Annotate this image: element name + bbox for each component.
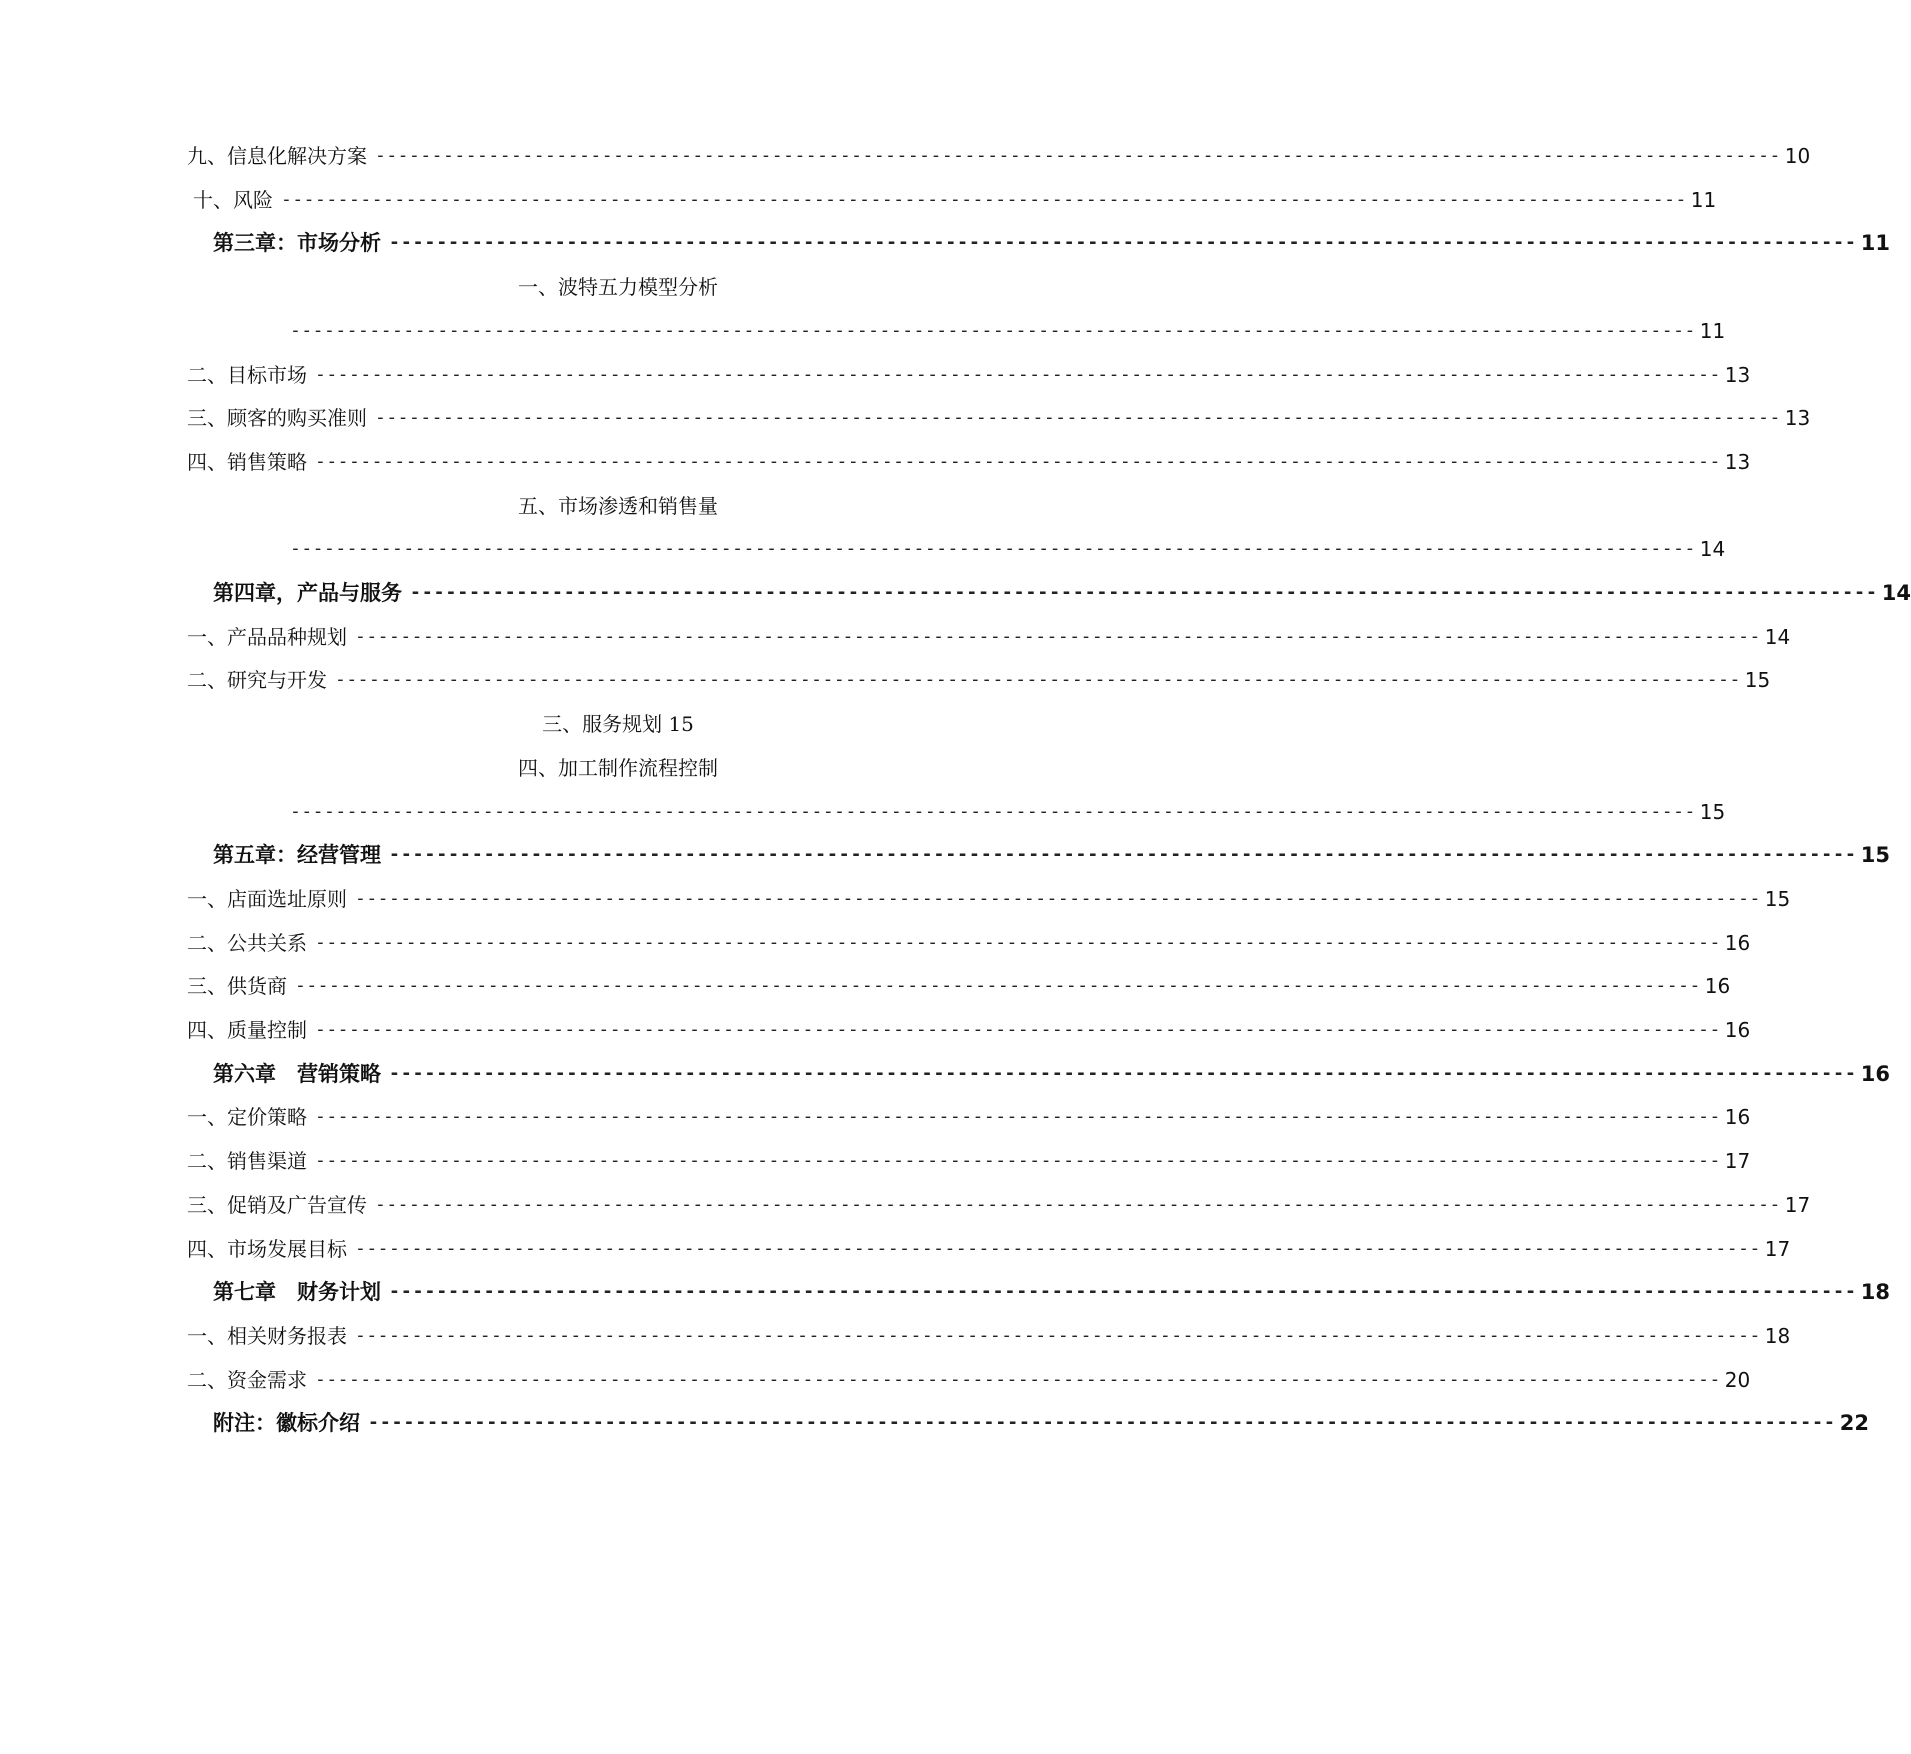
toc-leader-dashes: ---------------------------------------------------------------------------------------------------------------------------- xyxy=(389,844,1857,866)
toc-leader-dashes: ---------------------------------------------------------------------------------------------------------------------------- xyxy=(315,1150,1721,1172)
toc-leader-dashes: ---------------------------------------------------------------------------------------------------------------------------- xyxy=(375,1193,1781,1215)
toc-page-number: 15 xyxy=(1860,843,1891,868)
toc-leader-dashes: ---------------------------------------------------------------------------------------------------------------------------- xyxy=(375,407,1781,429)
toc-page-number: 16 xyxy=(1724,1105,1751,1130)
toc-entry[interactable] xyxy=(187,357,1751,393)
toc-leader-dashes: ---------------------------------------------------------------------------------------------------------------------------- xyxy=(315,363,1721,385)
toc-page-number: 17 xyxy=(1784,1192,1811,1217)
toc-leader-dashes: ---------------------------------------------------------------------------------------------------------------------------- xyxy=(375,145,1781,166)
toc-page-number: 13 xyxy=(1724,449,1751,474)
toc-entry-title: 五、市场渗透和销售量 xyxy=(518,493,718,518)
toc-entry[interactable] xyxy=(187,138,1811,174)
toc-entry-title: 二、目标市场 xyxy=(187,362,307,387)
toc-page-number: 16 xyxy=(1704,974,1731,999)
toc-entry-title: 第四章，产品与服务 xyxy=(213,581,402,605)
toc-page-number: 11 xyxy=(1699,318,1726,343)
toc-leader-dashes: ---------------------------------------------------------------------------------------------------------------------------- xyxy=(410,582,1878,603)
toc-entry-title: 四、销售策略 xyxy=(187,449,307,474)
toc-leader-dashes: ---------------------------------------------------------------------------------------------------------------------------- xyxy=(389,1281,1857,1303)
toc-page-number: 11 xyxy=(1860,231,1891,256)
toc-leader-dashes: ---------------------------------------------------------------------------------------------------------------------------- xyxy=(295,975,1701,997)
toc-entry-title: 二、销售渠道 xyxy=(187,1149,307,1174)
toc-page-number: 16 xyxy=(1860,1061,1891,1086)
toc-entry[interactable] xyxy=(187,488,1049,524)
toc-entry[interactable] xyxy=(213,225,1891,261)
toc-entry[interactable] xyxy=(187,1362,1751,1398)
toc-entry[interactable] xyxy=(213,1056,1891,1092)
toc-entry[interactable] xyxy=(213,1405,1870,1441)
toc-leader-dashes: ---------------------------------------------------------------------------------------------------------------------------- xyxy=(335,669,1741,691)
toc-entry[interactable] xyxy=(213,1274,1891,1310)
toc-leader-dashes: ---------------------------------------------------------------------------------------------------------------------------- xyxy=(389,1062,1857,1084)
toc-entry[interactable] xyxy=(187,925,1751,961)
toc-leader-dashes: ---------------------------------------------------------------------------------------------------------------------------- xyxy=(290,538,1696,560)
toc-entry-title: 一、波特五力模型分析 xyxy=(518,275,718,300)
toc-entry-title: 第五章：经营管理 xyxy=(213,843,381,868)
toc-entry[interactable] xyxy=(290,794,1726,830)
toc-leader-dashes: ---------------------------------------------------------------------------------------------------------------------------- xyxy=(355,887,1761,909)
toc-entry[interactable] xyxy=(290,313,1726,349)
toc-entry[interactable] xyxy=(187,1099,1751,1135)
toc-entry[interactable] xyxy=(187,269,1049,305)
toc-page-number: 11 xyxy=(1690,187,1717,212)
toc-page-number: 20 xyxy=(1724,1367,1751,1392)
toc-leader-dashes: ---------------------------------------------------------------------------------------------------------------------------- xyxy=(315,450,1721,472)
toc-entry[interactable] xyxy=(187,706,1049,742)
toc-page-number: 17 xyxy=(1764,1236,1791,1261)
toc-entry-title: 第六章 营销策略 xyxy=(213,1061,381,1086)
toc-page-number: 16 xyxy=(1724,1018,1751,1042)
toc-entry-title: 四、市场发展目标 xyxy=(187,1236,347,1261)
toc-leader-dashes: ---------------------------------------------------------------------------------------------------------------------------- xyxy=(368,1412,1836,1434)
toc-entry[interactable] xyxy=(187,1143,1751,1179)
toc-page-number: 18 xyxy=(1764,1323,1791,1348)
toc-leader-dashes: ---------------------------------------------------------------------------------------------------------------------------- xyxy=(290,800,1696,822)
toc-entry[interactable] xyxy=(187,1231,1791,1267)
toc-leader-dashes: ---------------------------------------------------------------------------------------------------------------------------- xyxy=(315,1368,1721,1390)
toc-entry-title: 一、相关财务报表 xyxy=(187,1323,347,1348)
toc-entry[interactable] xyxy=(187,400,1811,436)
toc-entry-title: 三、顾客的购买准则 xyxy=(187,406,367,431)
toc-page-number: 18 xyxy=(1860,1280,1891,1305)
toc-entry[interactable] xyxy=(187,662,1771,698)
toc-entry[interactable] xyxy=(187,1012,1751,1048)
toc-entry-title: 三、促销及广告宣传 xyxy=(187,1192,367,1217)
toc-entry-title: 二、公共关系 xyxy=(187,930,307,955)
toc-entry[interactable] xyxy=(187,881,1791,917)
toc-page-number: 15 xyxy=(1744,668,1771,693)
toc-entry-title: 四、加工制作流程控制 xyxy=(518,755,718,780)
toc-entry-title: 二、资金需求 xyxy=(187,1367,307,1392)
toc-leader-dashes: ---------------------------------------------------------------------------------------------------------------------------- xyxy=(315,1106,1721,1128)
toc-entry-title: 二、研究与开发 xyxy=(187,668,327,693)
toc-entry[interactable] xyxy=(187,1318,1791,1354)
toc-page-number: 10 xyxy=(1784,144,1811,168)
toc-entry-title: 第七章 财务计划 xyxy=(213,1280,381,1305)
toc-entry[interactable] xyxy=(193,182,1717,218)
toc-entry[interactable] xyxy=(187,1187,1811,1223)
toc-page-number: 15 xyxy=(1764,886,1791,911)
toc-page-number: 13 xyxy=(1784,406,1811,431)
toc-entry-title: 三、服务规划 15 xyxy=(542,712,694,737)
toc-entry-title: 四、质量控制 xyxy=(187,1018,307,1042)
toc-leader-dashes: ---------------------------------------------------------------------------------------------------------------------------- xyxy=(389,232,1857,254)
toc-leader-dashes: ---------------------------------------------------------------------------------------------------------------------------- xyxy=(355,1237,1761,1259)
toc-entry-title: 十、风险 xyxy=(193,187,273,212)
toc-entry[interactable] xyxy=(187,750,1049,786)
toc-page-number: 22 xyxy=(1839,1411,1870,1436)
toc-entry[interactable] xyxy=(187,444,1751,480)
toc-leader-dashes: ---------------------------------------------------------------------------------------------------------------------------- xyxy=(281,188,1687,210)
toc-entry-title: 九、信息化解决方案 xyxy=(187,144,367,168)
toc-entry[interactable] xyxy=(213,575,1911,611)
toc-entry[interactable] xyxy=(213,837,1891,873)
toc-entry-title: 三、供货商 xyxy=(187,974,287,999)
toc-leader-dashes: ---------------------------------------------------------------------------------------------------------------------------- xyxy=(290,319,1696,341)
toc-page-number: 17 xyxy=(1724,1149,1751,1174)
toc-page-number: 14 xyxy=(1881,581,1911,605)
toc-entry[interactable] xyxy=(290,531,1726,567)
toc-leader-dashes: ---------------------------------------------------------------------------------------------------------------------------- xyxy=(355,625,1761,647)
toc-page-number: 16 xyxy=(1724,930,1751,955)
toc-entry[interactable] xyxy=(187,968,1731,1004)
toc-page-number: 14 xyxy=(1699,537,1726,562)
toc-entry-title: 第三章：市场分析 xyxy=(213,231,381,256)
toc-leader-dashes: ---------------------------------------------------------------------------------------------------------------------------- xyxy=(315,931,1721,953)
toc-entry-title: 一、定价策略 xyxy=(187,1105,307,1130)
toc-entry[interactable] xyxy=(187,619,1791,655)
toc-page-number: 14 xyxy=(1764,624,1791,649)
toc-page-number: 13 xyxy=(1724,362,1751,387)
toc-entry-title: 一、店面选址原则 xyxy=(187,886,347,911)
toc-entry-title: 一、产品品种规划 xyxy=(187,624,347,649)
toc-entry-title: 附注：徽标介绍 xyxy=(213,1411,360,1436)
toc-leader-dashes: ---------------------------------------------------------------------------------------------------------------------------- xyxy=(355,1324,1761,1346)
toc-page-number: 15 xyxy=(1699,799,1726,824)
toc-leader-dashes: ---------------------------------------------------------------------------------------------------------------------------- xyxy=(315,1019,1721,1040)
